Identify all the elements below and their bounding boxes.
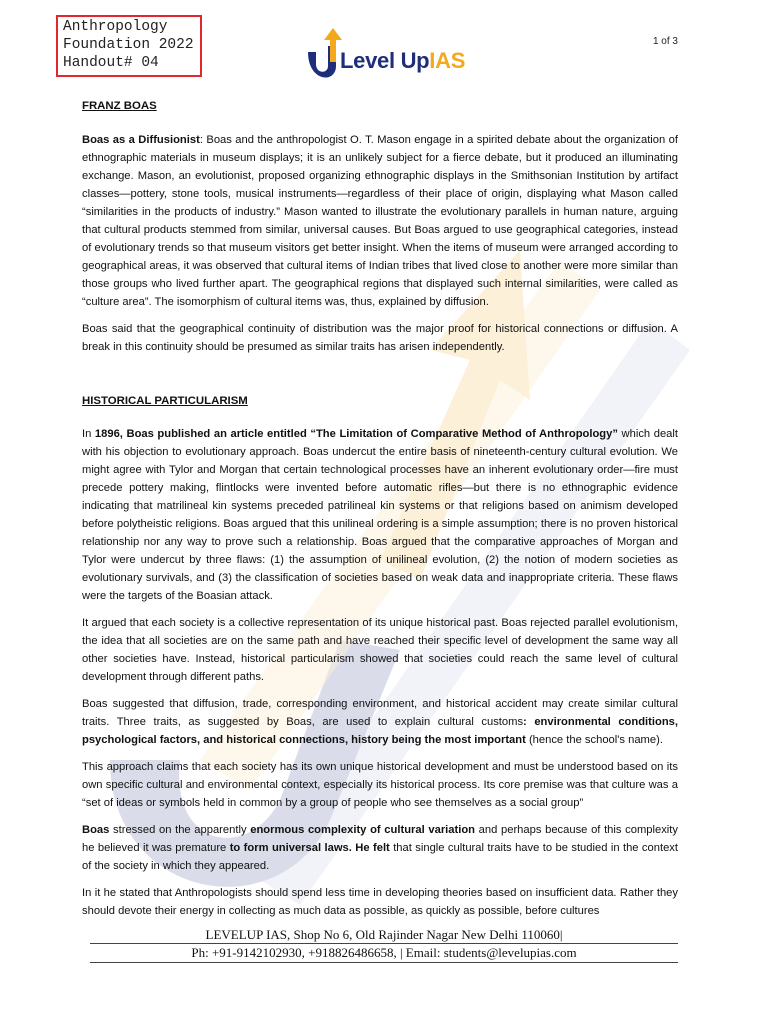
brand-name <box>340 48 465 74</box>
stamp-line: Handout# 04 <box>63 55 159 71</box>
paragraph-bold: enormous complexity of cultural variation <box>250 824 476 836</box>
footer-contact: Ph: +91-9142102930, +918826486658, | Email: students@levelupias.com <box>191 945 577 960</box>
paragraph-bold: Boas <box>82 824 110 836</box>
paragraph: This approach claims that each society has its own unique historical development and must be understood based on its own specific cultural and environmental context, especially its historical process. Its core premise was that culture was a “set of ideas or symbols held in common by a group of people who see themselves as a social group” <box>82 761 678 809</box>
paragraph-text: Boas suggested that diffusion, trade, corresponding environment, and historical accident may create similar cultural traits. Three traits, as suggested by Boas, are used to explain cultural customs <box>82 698 678 728</box>
document-body <box>82 95 678 920</box>
paragraph <box>82 425 678 605</box>
stamp-line: Anthropology <box>63 19 168 35</box>
section-heading: FRANZ BOAS <box>82 100 157 112</box>
paragraph-text: : Boas and the anthropologist O. T. Mason engage in a spirited debate about the organization of ethnographic materials in museum displays; it is an unlikely subject for a fierce debate, but it produced an illuminating exchange. Mason, an evolutionist, proposed organizing ethnographic displays in the Smithsonian Institution by artifact classes—pottery, stone tools, musical instruments—regardless of their place of origin, displaying what Mason called “similarities in the products of industry.” Mason wanted to illustrate the evolutionary parallels in human nature, arguing that cultural products stemmed from similar, universal causes. But Boas argued to use geographical categories, instead of evolutionary trends so that museum visitors get better insight. When the items of museum were arranged according to geographical areas, it was observed that cultural items of Indian tribes that lived close to another were more similar than those groups who lived further apart. The geographical regions that displayed such internal similarities, were called as “culture area”. The isomorphism of cultural items was, thus, explained by diffusion. <box>82 134 678 308</box>
paragraph: In it he stated that Anthropologists should spend less time in developing theories based on insufficient data. Rather they should devote their energy in collecting as much data as possible, as quickly as possible, before cultures <box>82 887 678 917</box>
paragraph-text: In <box>82 428 95 440</box>
page-number: 1 of 3 <box>652 36 678 47</box>
paragraph <box>82 131 678 311</box>
paragraph-lead: Boas as a Diffusionist <box>82 134 200 146</box>
section-heading: HISTORICAL PARTICULARISM <box>82 395 248 407</box>
paragraph-bold: to form universal laws. <box>229 842 352 854</box>
paragraph-bold: : environmental conditions, psychological factors, and historical connections, history being the most important <box>82 716 678 746</box>
brand-name-main: Level Up <box>340 48 430 73</box>
paragraph <box>82 821 678 875</box>
paragraph-bold: 1896, Boas published an article entitled “The Limitation of Comparative Method of Anthropology” <box>94 428 618 440</box>
footer-divider <box>90 943 678 944</box>
brand-name-suffix: IAS <box>429 48 466 73</box>
footer-divider <box>90 962 678 963</box>
paragraph: It argued that each society is a collective representation of its unique historical past. Boas rejected parallel evolutionism, the idea that all societies are on the same path and have reached their specific level of development the same way all other societies have. Instead, historical particularism showed that societies could reach the same level of cultural development through different paths. <box>82 617 678 683</box>
stamp-line: Foundation 2022 <box>63 37 194 53</box>
handout-stamp <box>56 15 202 77</box>
paragraph-text: that single cultural traits have to be studied in the context of the society in which they appeared. <box>82 842 679 872</box>
footer-address: LEVELUP IAS, Shop No 6, Old Rajinder Nagar New Delhi 110060| <box>205 927 563 942</box>
paragraph-text: which dealt with his objection to evolutionary approach. Boas undercut the entire basis of nineteenth-century cultural evolution. We might agree with Tylor and Morgan that certain technological processes have an inherent evolutionary order—fire must precede pottery making, flintlocks were invented before automatic rifles—but there is no ethnographic evidence indicating that matrilineal kin systems preceded patrilineal kin systems or that religions based on animism developed before polytheistic religions. Boas argued that this unilineal ordering is a simple assumption; there is no proven historical relationship nor any way to prove such a relationship. Boas argued that the comparative approaches of Morgan and Tylor were undercut by three flaws: (1) the assumption of unilineal evolution, (2) the notion of modern societies as evolutionary survivals, and (3) the classification of societies based on weak data and inappropriate criteria. These flaws were the targets of the Boasian attack. <box>82 428 678 602</box>
paragraph: Boas said that the geographical continuity of distribution was the major proof for historical connections or diffusion. A break in this continuity should be presumed as similar traits has arisen independently. <box>82 323 678 353</box>
paragraph-text: stressed on the apparently <box>109 824 251 836</box>
section-gap <box>82 356 678 392</box>
paragraph <box>82 695 678 749</box>
paragraph-text: (hence the school's name). <box>525 734 663 746</box>
paragraph-text: and perhaps because of this complexity he believed it was premature <box>82 824 678 854</box>
paragraph-bold: He felt <box>355 842 390 854</box>
